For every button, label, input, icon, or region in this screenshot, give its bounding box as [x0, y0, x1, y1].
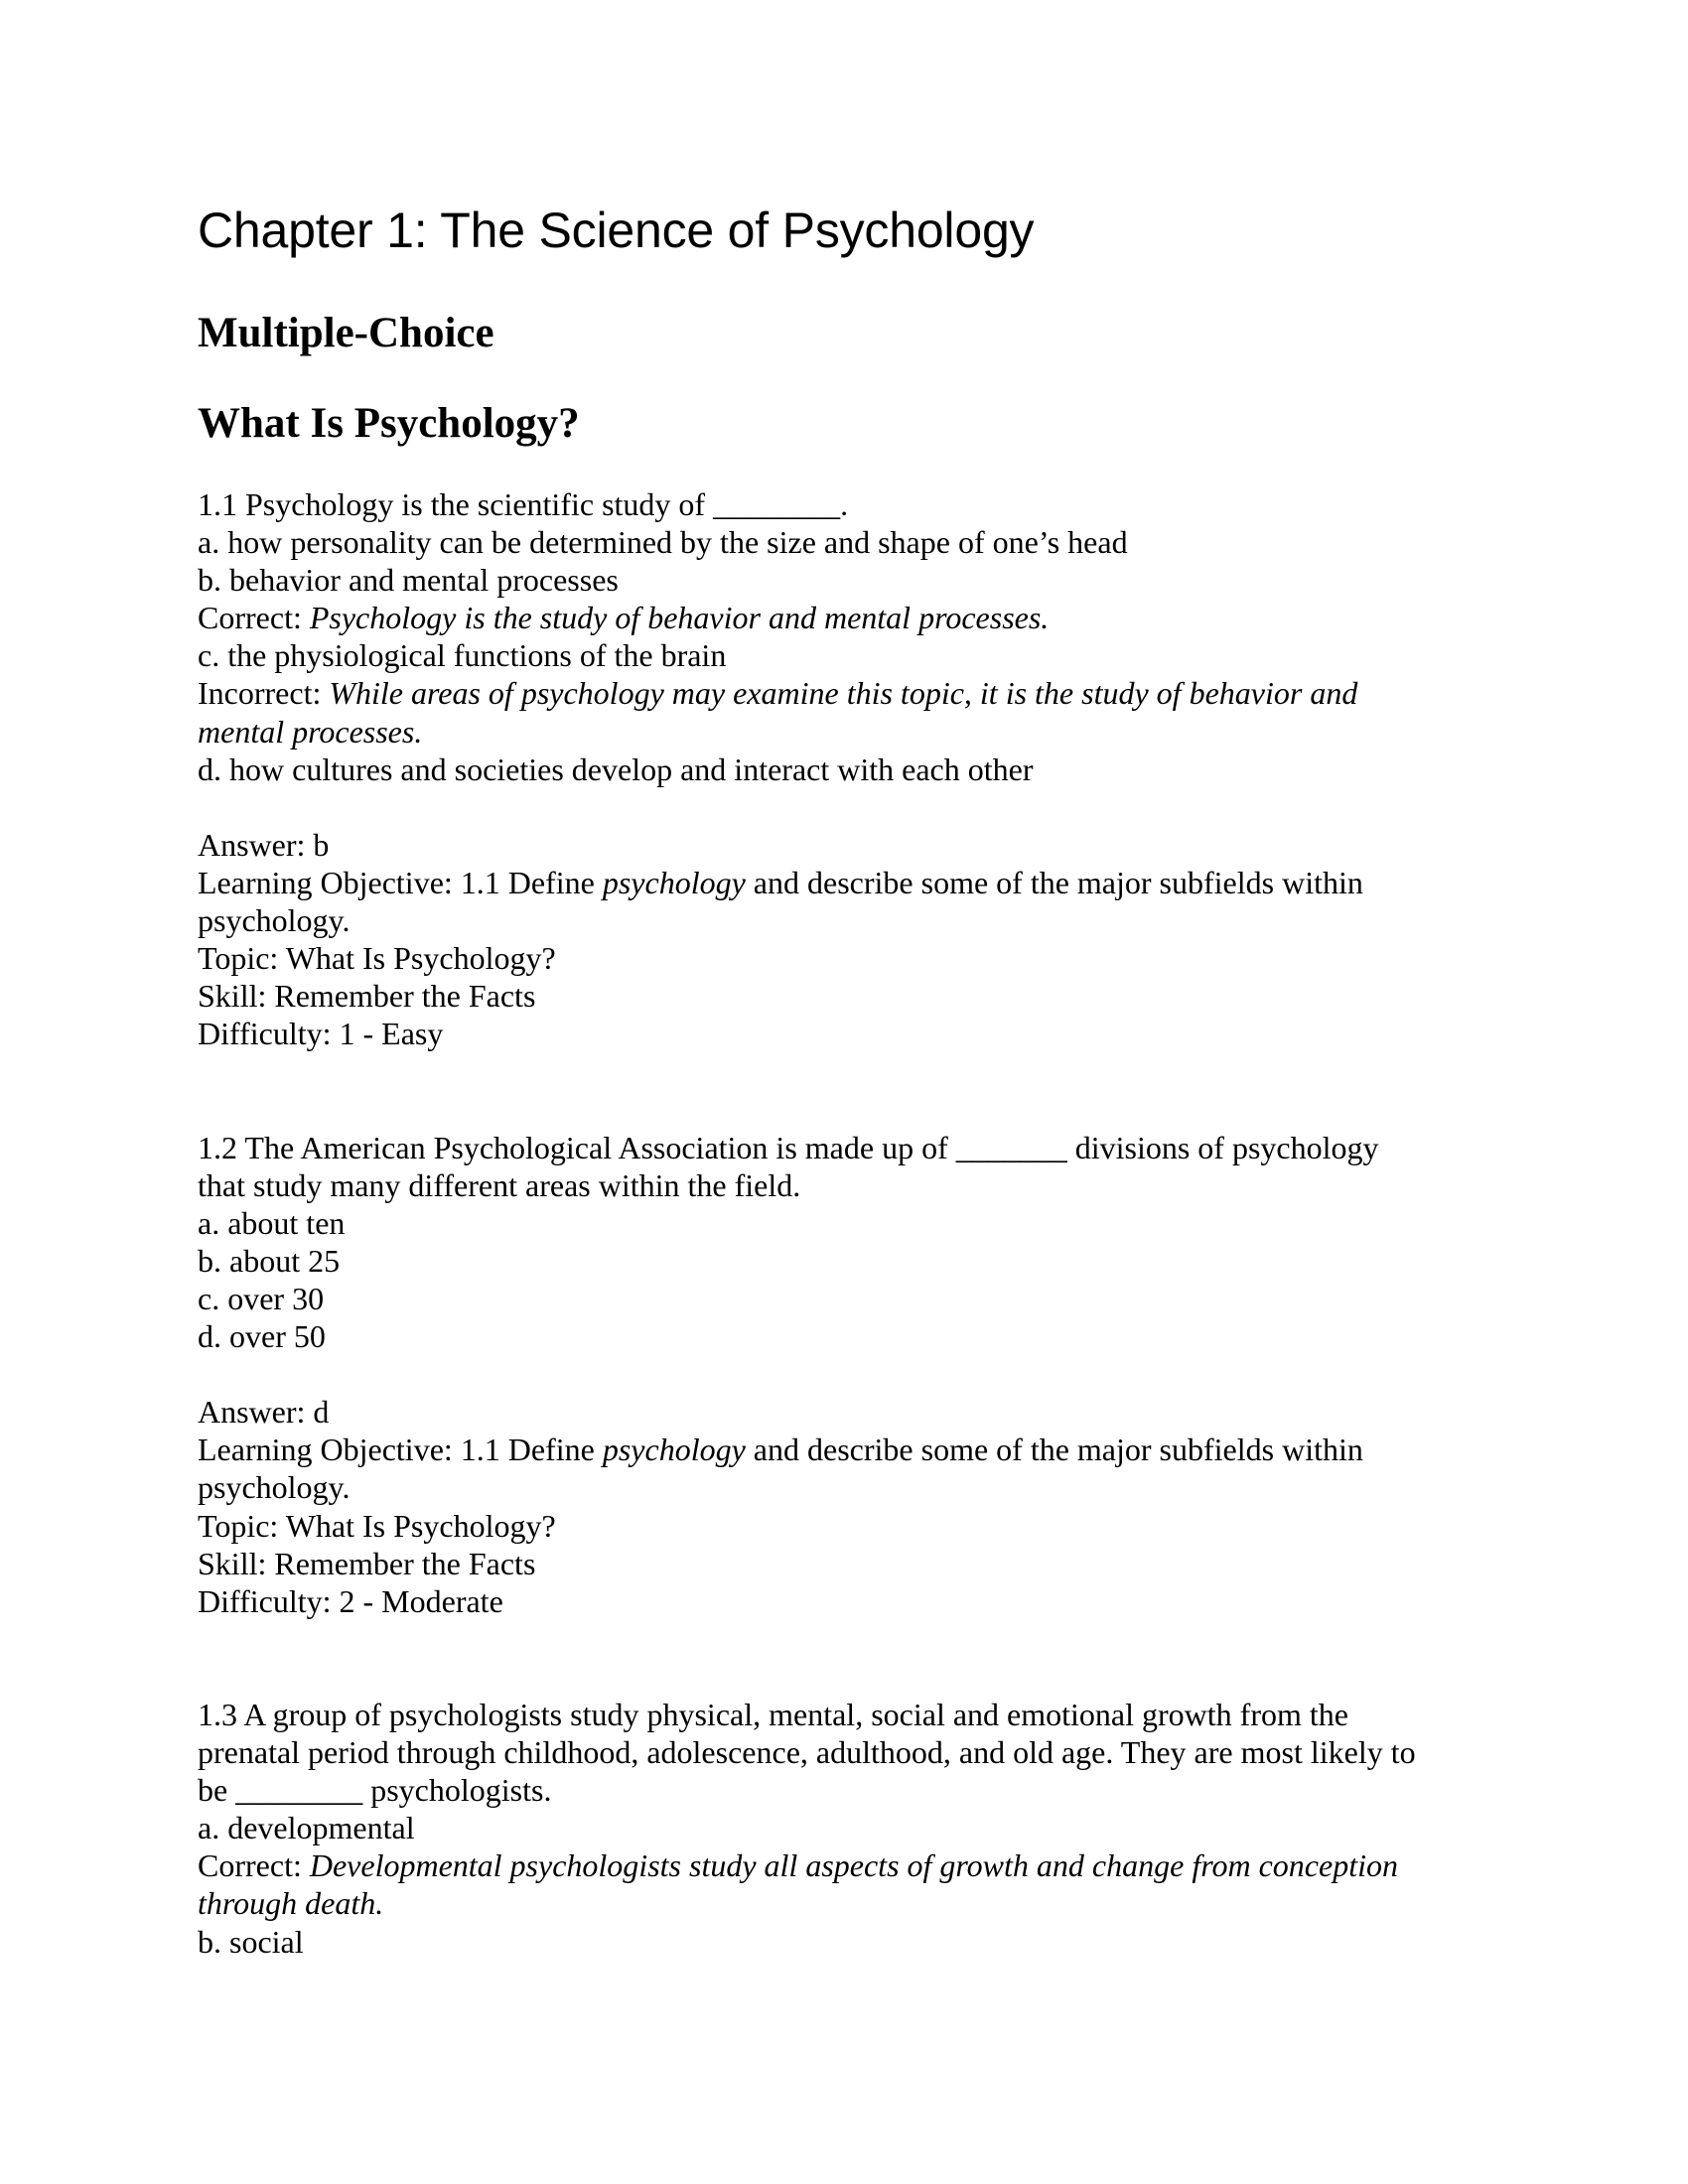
feedback-label: Correct:: [198, 600, 310, 636]
feedback-text: Developmental psychologists study all aspects of growth and change from conception: [309, 1847, 1398, 1884]
feedback-label: Correct:: [198, 1847, 310, 1884]
topic: Topic: What Is Psychology?: [198, 940, 556, 977]
option-b: b. about 25: [198, 1242, 341, 1279]
lo-suffix: and describe some of the major subfields within: [745, 864, 1363, 900]
learning-objective-cont: psychology.: [198, 902, 351, 939]
question-stem-cont: that study many different areas within the field.: [198, 1166, 801, 1203]
option-b-feedback: [198, 599, 1488, 636]
question-stem-cont: prenatal period through childhood, adolescence, adulthood, and old age. They are most likely to: [198, 1734, 1416, 1771]
learning-objective: [198, 864, 1488, 901]
option-a: a. about ten: [198, 1204, 346, 1241]
question-stem: 1.1 Psychology is the scientific study of ________.: [198, 486, 849, 522]
option-b: b. social: [198, 1923, 304, 1960]
option-a: a. developmental: [198, 1810, 415, 1846]
question-stem-cont: be ________ psychologists.: [198, 1772, 552, 1809]
question-stem: 1.3 A group of psychologists study physical, mental, social and emotional growth from the: [198, 1697, 1348, 1732]
feedback-text-cont: through death.: [198, 1885, 384, 1922]
learning-objective-cont: psychology.: [198, 1469, 351, 1506]
section-type-heading: Multiple-Choice: [198, 310, 494, 356]
lo-term: psychology: [602, 864, 746, 900]
chapter-title: Chapter 1: The Science of Psychology: [198, 203, 1035, 258]
option-c: c. the physiological functions of the brain: [198, 637, 727, 674]
difficulty: Difficulty: 1 - Easy: [198, 1016, 444, 1052]
option-a-feedback: [198, 1846, 1488, 1884]
learning-objective: [198, 1431, 1488, 1468]
question-1-2: [198, 1129, 1488, 1620]
option-c: c. over 30: [198, 1280, 325, 1316]
section-heading: What Is Psychology?: [198, 400, 580, 447]
lo-prefix: Learning Objective: 1.1 Define: [198, 1432, 603, 1468]
question-stem: 1.2 The American Psychological Association is made up of _______ divisions of psychology: [198, 1129, 1379, 1165]
lo-prefix: Learning Objective: 1.1 Define: [198, 864, 603, 900]
question-1-3: [198, 1696, 1488, 1961]
option-d: d. over 50: [198, 1318, 326, 1355]
answer: Answer: d: [198, 1394, 330, 1431]
feedback-text: Psychology is the study of behavior and mental processes.: [309, 600, 1050, 636]
topic: Topic: What Is Psychology?: [198, 1507, 556, 1544]
lo-term: psychology: [602, 1432, 746, 1468]
feedback-text: While areas of psychology may examine this topic, it is the study of behavior and: [329, 675, 1358, 712]
option-b: b. behavior and mental processes: [198, 562, 619, 599]
answer: Answer: b: [198, 826, 330, 863]
option-d: d. how cultures and societies develop and interact with each other: [198, 751, 1034, 787]
lo-suffix: and describe some of the major subfields within: [745, 1432, 1363, 1468]
question-list: [198, 485, 1488, 1961]
feedback-text-cont: mental processes.: [198, 713, 423, 750]
skill: Skill: Remember the Facts: [198, 1545, 536, 1581]
option-a: a. how personality can be determined by the size and shape of one’s head: [198, 524, 1128, 561]
question-1-1: [198, 485, 1488, 1052]
option-c-feedback: [198, 674, 1488, 712]
skill: Skill: Remember the Facts: [198, 978, 536, 1015]
difficulty: Difficulty: 2 - Moderate: [198, 1582, 503, 1619]
feedback-label: Incorrect:: [198, 675, 330, 712]
